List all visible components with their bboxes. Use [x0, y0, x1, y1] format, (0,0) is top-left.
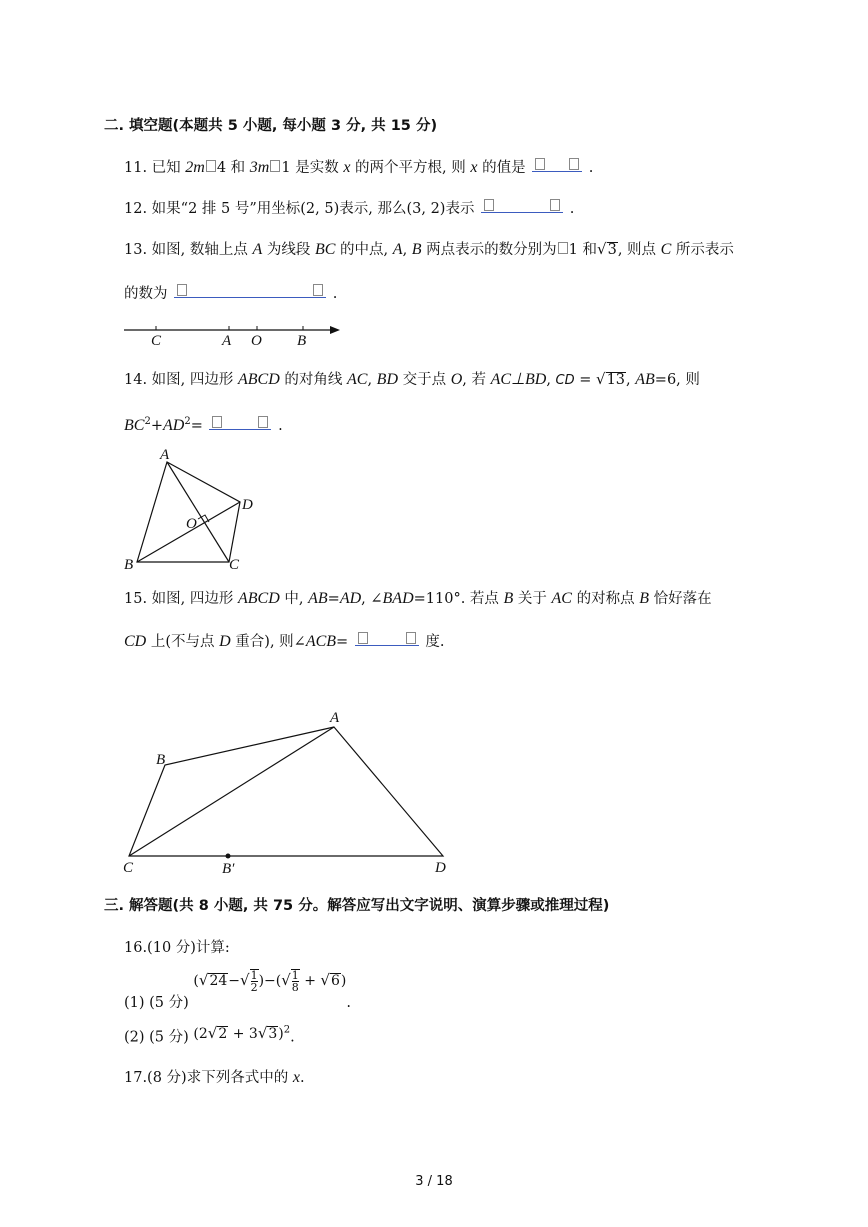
- fig14-label-D: D: [242, 497, 253, 513]
- question-11: 11. 已知 2m 4 和 3m 1 是实数 x 的两个平方根, 则 x 的值是 .: [124, 159, 594, 176]
- fig15-label-B: B: [156, 752, 166, 768]
- quad-ABCD-15: [129, 727, 443, 856]
- fig15-label-A: A: [330, 710, 340, 726]
- label-B: B: [297, 333, 307, 349]
- question-14: 14. 如图, 四边形 ABCD 的对角线 AC, BD 交于点 O, 若 AC⊥BD, CD = √13, AB=6, 则: [124, 370, 700, 388]
- page-number: 3 / 18: [415, 1174, 453, 1189]
- fig14-label-C: C: [229, 557, 240, 573]
- section-3-title: 三. 解答题(共 8 小题, 共 75 分。解答应写出文字说明、演算步骤或推理过程): [104, 898, 610, 914]
- fig15-label-D: D: [435, 860, 446, 876]
- question-12: 12. 如果“2 排 5 号”用坐标(2, 5)表示, 那么(3, 2)表示 .: [124, 198, 574, 219]
- fig15-label-C: C: [123, 860, 134, 876]
- fig14-label-B: B: [124, 557, 134, 573]
- fig14-label-O: O: [186, 516, 197, 532]
- fig15-label-Bprime: B′: [222, 861, 235, 877]
- question-13: 13. 如图, 数轴上点 A 为线段 BC 的中点, A, B 两点表示的数分别为 1 和√3, 则点 C 所示表示: [124, 240, 734, 258]
- label-O: O: [251, 333, 262, 349]
- section-2-title: 二. 填空题(本题共 5 小题, 每小题 3 分, 共 15 分): [104, 118, 438, 134]
- point-B-prime: [226, 854, 231, 859]
- question-14-line2: $BC^2+AD^2=$ .: [124, 416, 283, 434]
- question-16-part2: (2) (5 分) $(2√2 + 3√3)^2$.: [124, 1023, 295, 1046]
- question-16-head: 16.(10 分)计算:: [124, 940, 230, 956]
- diagonal-AC-15: [129, 727, 334, 856]
- question-13-line2: 的数为 .: [124, 283, 337, 304]
- question-15-line2: CD 上(不与点 D 重合), 则∠ACB= 度.: [124, 633, 445, 650]
- question-15: 15. 如图, 四边形 ABCD 中, AB=AD, ∠BAD=110°. 若点 B 关于 AC 的对称点 B 恰好落在: [124, 590, 712, 607]
- question-17: 17.(8 分)求下列各式中的 x.: [124, 1069, 305, 1086]
- label-C: C: [151, 333, 162, 349]
- fig14-label-A: A: [160, 447, 170, 463]
- question-16-part1: (1) (5 分) (√24−√ $\frac{1}{2}$ )−(√ $\frac{1}{8}$ + √6).: [124, 969, 351, 1011]
- label-A: A: [222, 333, 232, 349]
